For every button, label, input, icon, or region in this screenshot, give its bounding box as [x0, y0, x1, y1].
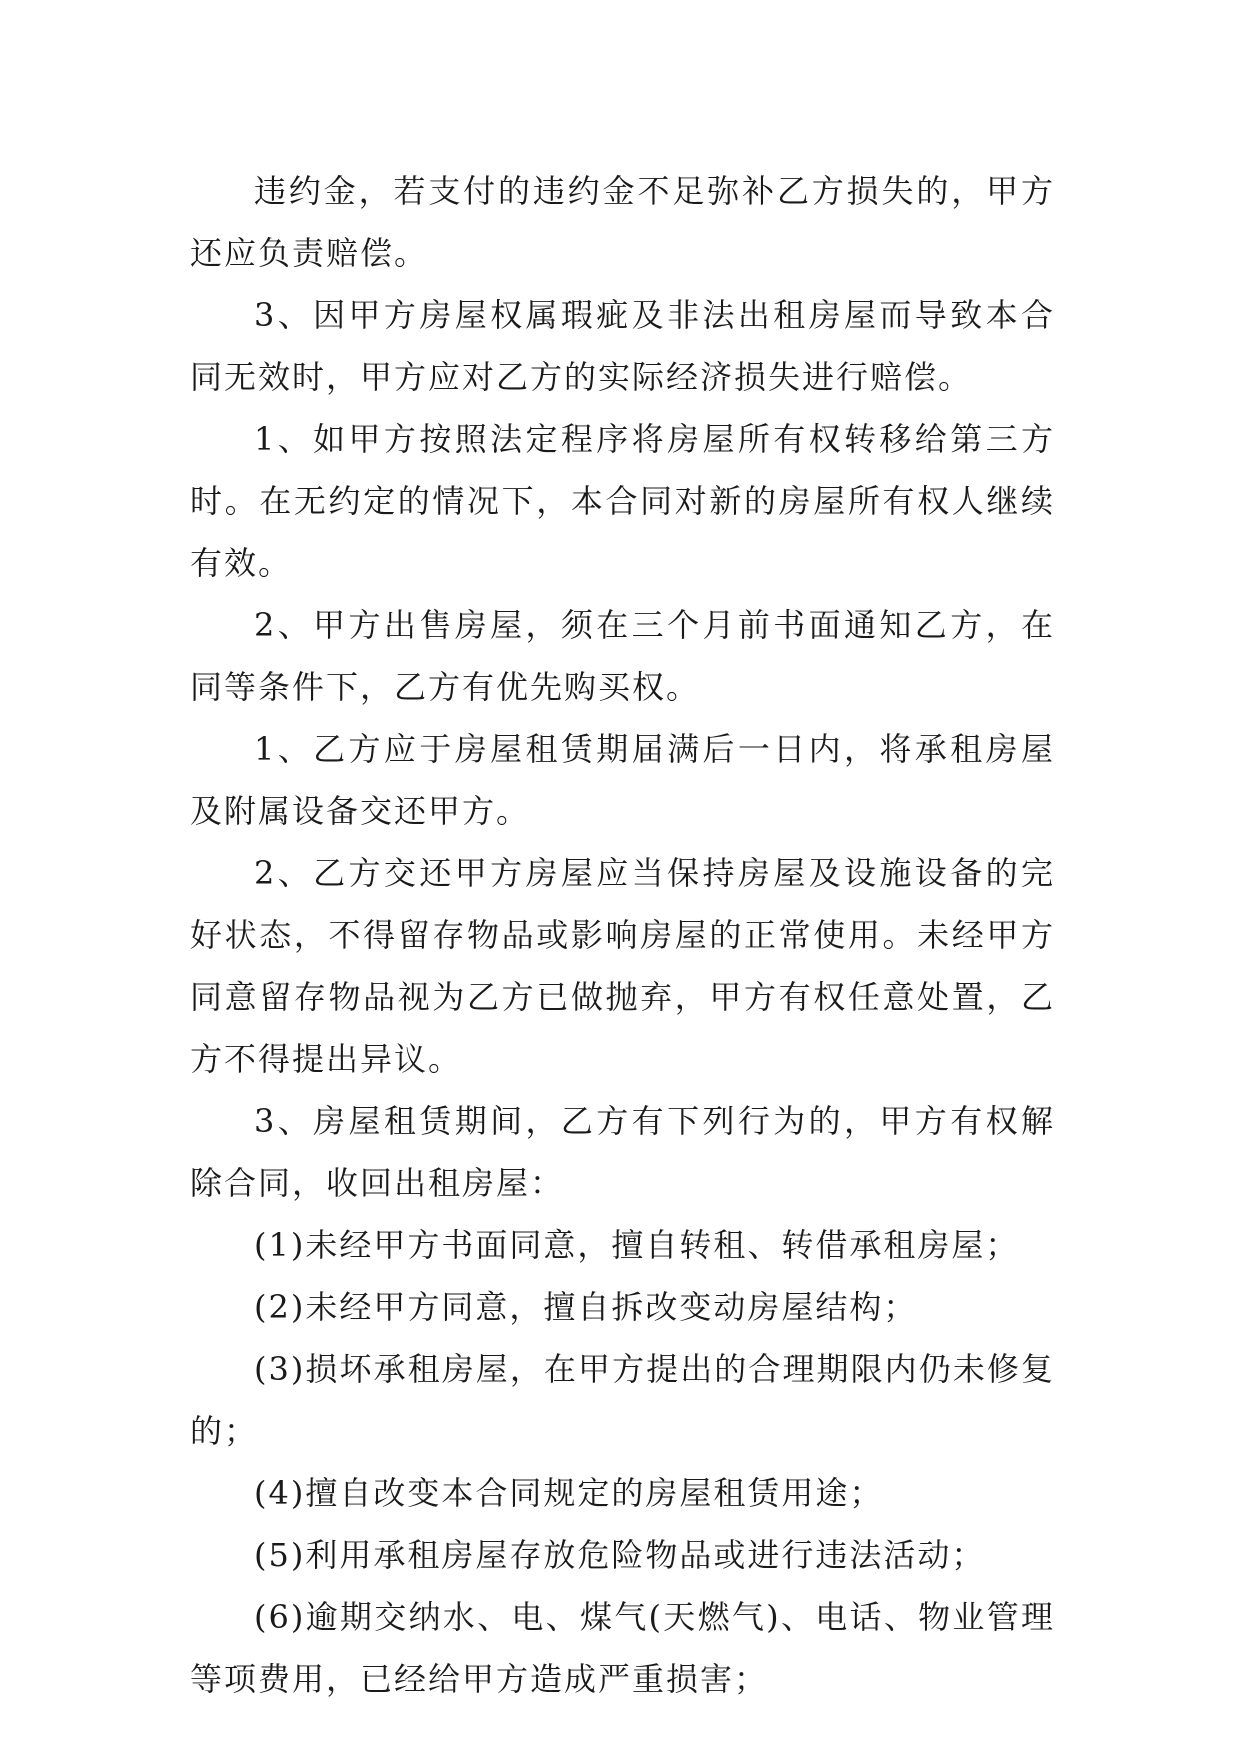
list-item-structure-change: (2)未经甲方同意，擅自拆改变动房屋结构； — [254, 1288, 918, 1326]
list-item-overdue-fees: (6)逾期交纳水、电、煤气(天燃气)、电话、物业管理等项费用，已经给甲方造成严重损害； — [190, 1598, 1055, 1698]
document-body — [190, 160, 1055, 1710]
paragraph-return-condition: 2、乙方交还甲方房屋应当保持房屋及设施设备的完好状态，不得留存物品或影响房屋的正常使用。未经甲方同意留存物品视为乙方已做抛弃，甲方有权任意处置，乙方不得提出异议。 — [190, 854, 1055, 1078]
paragraph-sale-notice: 2、甲方出售房屋，须在三个月前书面通知乙方，在同等条件下，乙方有优先购买权。 — [190, 606, 1055, 706]
list-item-damage: (3)损坏承租房屋，在甲方提出的合理期限内仍未修复的； — [190, 1350, 1055, 1450]
paragraph-return-house: 1、乙方应于房屋租赁期届满后一日内，将承租房屋及附属设备交还甲方。 — [190, 730, 1055, 830]
list-item-sublet: (1)未经甲方书面同意，擅自转租、转借承租房屋； — [254, 1226, 1020, 1264]
list-item-illegal-activity: (5)利用承租房屋存放危险物品或进行违法活动； — [254, 1536, 986, 1574]
paragraph-ownership-transfer: 1、如甲方按照法定程序将房屋所有权转移给第三方时。在无约定的情况下，本合同对新的房屋所有权人继续有效。 — [190, 420, 1055, 582]
paragraph-title-defect: 3、因甲方房屋权属瑕疵及非法出租房屋而导致本合同无效时，甲方应对乙方的实际经济损失进行赔偿。 — [190, 296, 1055, 396]
list-item-usage-change: (4)擅自改变本合同规定的房屋租赁用途； — [254, 1474, 884, 1512]
paragraph-penalty-compensation: 违约金，若支付的违约金不足弥补乙方损失的，甲方还应负责赔偿。 — [190, 172, 1055, 272]
paragraph-termination-rights: 3、房屋租赁期间，乙方有下列行为的，甲方有权解除合同，收回出租房屋： — [190, 1102, 1055, 1202]
